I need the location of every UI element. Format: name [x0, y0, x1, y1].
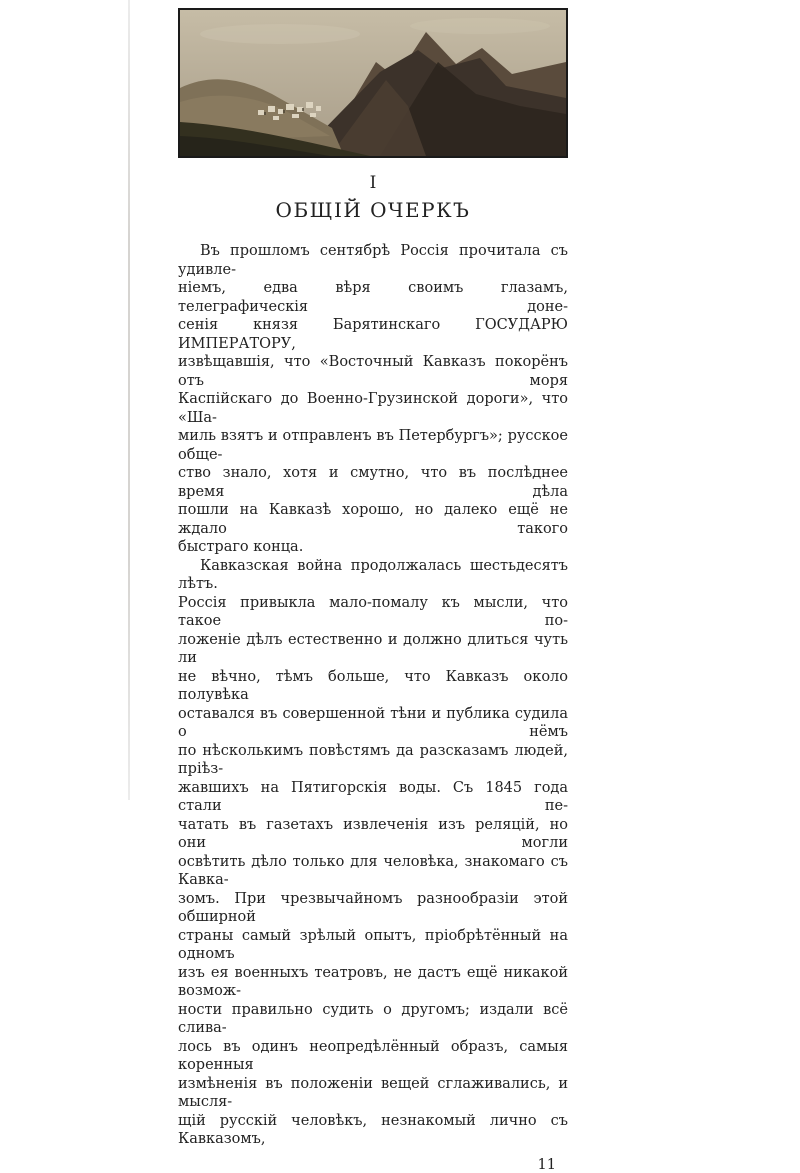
text-line: Въ прошломъ сентябрѣ Россія прочитала съ удивле- — [178, 243, 568, 278]
text-line: ности правильно судить о другомъ; издали всё слива- — [178, 1001, 568, 1036]
text-line: ніемъ, едва вѣря своимъ глазамъ, телеграфическія доне- — [178, 280, 568, 315]
text-line: ложеніе дѣлъ естественно и должно длиться чуть ли — [178, 631, 568, 666]
text-line: Каспійскаго до Военно-Грузинской дороги», что «Ша- — [178, 391, 568, 426]
text-line: лось въ одинъ неопредѣлённый образъ, самыя коренныя — [178, 1038, 568, 1073]
text-line: освѣтить дѣло только для человѣка, знакомаго съ Кавка- — [178, 853, 568, 888]
text-line: Кавказская война продолжалась шестьдесятъ лѣтъ. — [178, 557, 568, 592]
chapter-illustration — [178, 8, 568, 158]
text-line: изъ ея военныхъ театровъ, не дастъ ещё никакой возмож- — [178, 964, 568, 999]
chapter-number: I — [369, 173, 377, 193]
text-line: щій русскій человѣкъ, незнакомый лично съ Кавказомъ, — [178, 1112, 568, 1147]
text-line: чатать въ газетахъ извлеченія изъ реляцій, но они могли — [178, 816, 568, 851]
text-line: страны самый зрѣлый опытъ, пріобрѣтённый на одномъ — [178, 927, 568, 962]
text-line: оставался въ совершенной тѣни и публика судила о нёмъ — [178, 705, 568, 740]
text-line: по нѣсколькимъ повѣстямъ да разсказамъ людей, пріѣз- — [178, 742, 568, 777]
text-line: быстраго конца. — [178, 539, 304, 555]
paragraph — [178, 242, 568, 557]
text-line: извѣщавшія, что «Восточный Кавказъ покорёнъ отъ моря — [178, 354, 568, 389]
page-number: 11 — [537, 1156, 556, 1173]
text-line: миль взятъ и отправленъ въ Петербургъ»; русское обще- — [178, 428, 568, 463]
book-page — [178, 8, 568, 1173]
text-line: зомъ. При чрезвычайномъ разнообразіи этой обширной — [178, 890, 568, 925]
book-page-edge — [128, 0, 130, 800]
text-block — [178, 242, 568, 1149]
chapter-title: ОБЩІЙ ОЧЕРКЪ — [275, 198, 471, 222]
paragraph — [178, 557, 568, 1149]
text-line: не вѣчно, тѣмъ больше, что Кавказъ около полувѣка — [178, 668, 568, 703]
mountain-painting-graphic — [180, 10, 566, 156]
text-line: Россія привыкла мало-помалу къ мысли, что такое по- — [178, 594, 568, 629]
text-line: ство знало, хотя и смутно, что въ послѣднее время дѣла — [178, 465, 568, 500]
text-line: пошли на Кавказѣ хорошо, но далеко ещё не ждало такого — [178, 502, 568, 537]
text-line: жавшихъ на Пятигорскія воды. Съ 1845 года стали пе- — [178, 779, 568, 814]
text-line: сенія князя Барятинскаго ГОСУДАРЮ ИМПЕРАТОРУ, — [178, 317, 568, 352]
text-line: измѣненія въ положеніи вещей сглаживались, и мысля- — [178, 1075, 568, 1110]
